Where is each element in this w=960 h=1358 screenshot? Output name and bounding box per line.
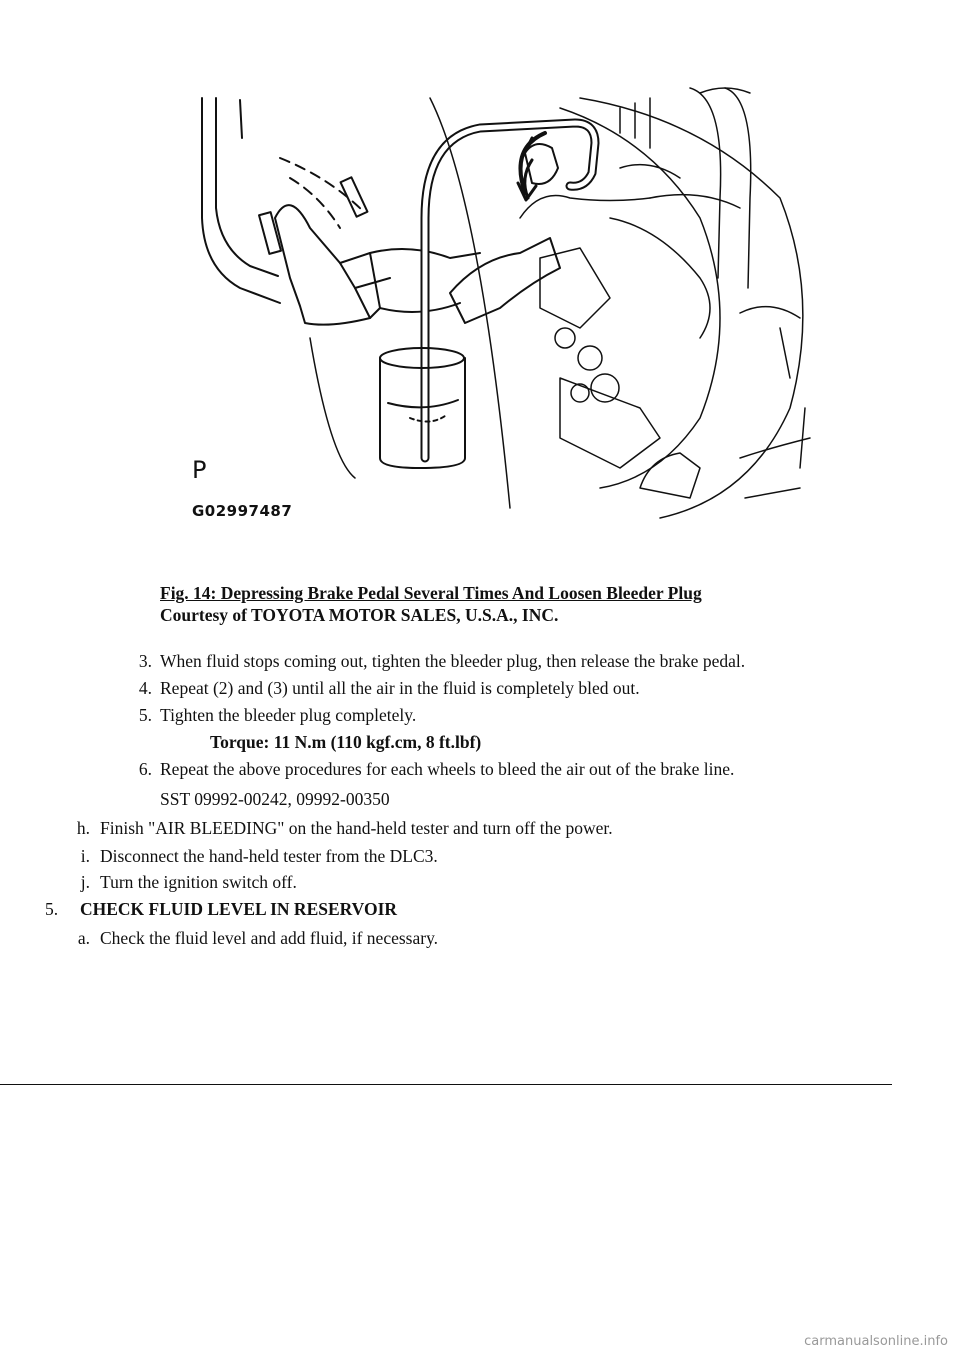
wheel-outline: [430, 98, 510, 508]
shoe: [275, 205, 370, 325]
pedal-pad: [341, 177, 368, 217]
substep-number: 5.: [138, 705, 152, 725]
step-text: Turn the ignition switch off.: [100, 872, 297, 892]
figure-caption: [160, 582, 702, 626]
step-text: Finish "AIR BLEEDING" on the hand-held tester and turn off the power.: [100, 818, 613, 838]
figure-credit: Courtesy of TOYOTA MOTOR SALES, U.S.A., INC.: [160, 605, 559, 625]
page-divider: [0, 1084, 892, 1085]
brake-bleeding-illustration: [180, 78, 820, 533]
substep-text: When fluid stops coming out, tighten the bleeder plug, then release the brake pedal.: [160, 651, 746, 671]
section-title: CHECK FLUID LEVEL IN RESERVOIR: [80, 899, 398, 919]
figure-marker-p: P: [192, 456, 207, 484]
substep-text: Repeat (2) and (3) until all the air in the fluid is completely bled out.: [160, 678, 640, 698]
substep-number: 4.: [138, 678, 152, 698]
step-letter: j.: [80, 872, 90, 892]
substep-text: Tighten the bleeder plug completely.: [160, 705, 417, 725]
sst-numbers: SST 09992-00242, 09992-00350: [160, 789, 390, 809]
substep-text: Repeat the above procedures for each wheels to bleed the air out of the brake line.: [160, 759, 735, 779]
substep-number: 3.: [138, 651, 152, 671]
step-letter: a.: [77, 928, 90, 948]
figure-code: G02997487: [192, 502, 293, 520]
figure-illustration: [180, 78, 820, 533]
step-text: Check the fluid level and add fluid, if necessary.: [100, 928, 439, 948]
strut: [690, 88, 721, 278]
step-text: Disconnect the hand-held tester from the DLC3.: [100, 846, 438, 866]
section-number: 5.: [45, 899, 59, 919]
site-watermark[interactable]: carmanualsonline.info: [804, 1334, 948, 1349]
substep-number: 6.: [138, 759, 152, 779]
bleeder-tube: [425, 123, 595, 458]
step-letter: i.: [80, 846, 90, 866]
step-letter: h.: [76, 818, 90, 838]
torque-spec: Torque: 11 N.m (110 kgf.cm, 8 ft.lbf): [210, 732, 482, 752]
figure-title: Fig. 14: Depressing Brake Pedal Several Times And Loosen Bleeder Plug: [160, 583, 702, 603]
